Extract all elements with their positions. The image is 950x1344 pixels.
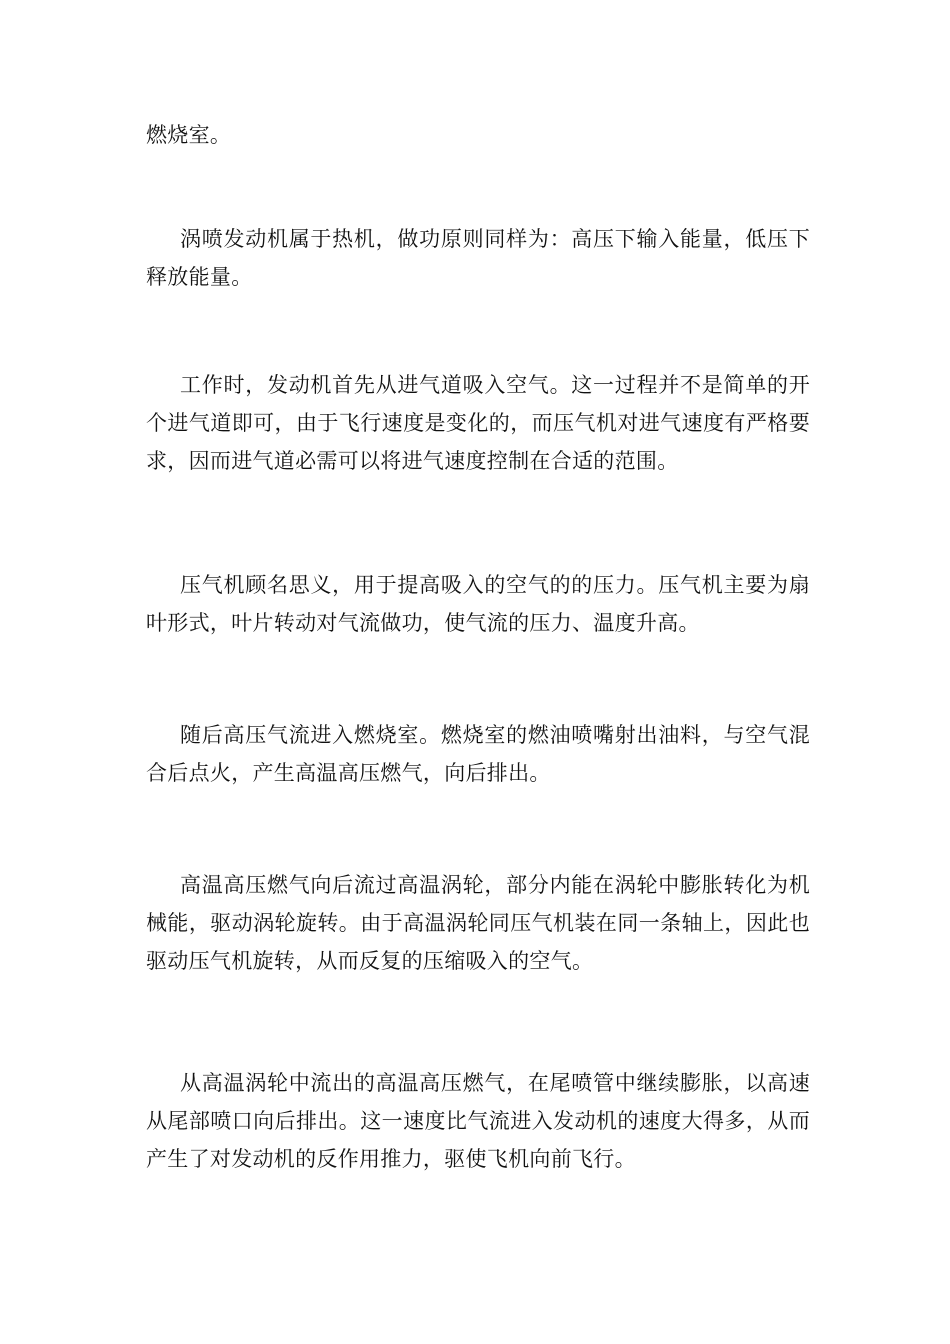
- paragraph-continuation: 燃烧室。: [146, 123, 232, 147]
- paragraph-compressor: 压气机顾名思义，用于提高吸入的空气的的压力。压气机主要为扇叶形式，叶片转动对气流做功，使气流的压力、温度升高。: [146, 573, 810, 635]
- paragraph-air-intake: 工作时，发动机首先从进气道吸入空气。这一过程并不是简单的开个进气道即可，由于飞行速度是变化的，而压气机对进气速度有严格要求，因而进气道必需可以将进气速度控制在合适的范围。: [146, 373, 810, 473]
- paragraph-combustion-chamber: 随后高压气流进入燃烧室。燃烧室的燃油喷嘴射出油料，与空气混合后点火，产生高温高压燃气，向后排出。: [146, 723, 810, 785]
- paragraph-thermal-principle: 涡喷发动机属于热机，做功原则同样为：高压下输入能量，低压下释放能量。: [146, 227, 810, 289]
- paragraph-nozzle-thrust: 从高温涡轮中流出的高温高压燃气，在尾喷管中继续膨胀，以高速从尾部喷口向后排出。这一速度比气流进入发动机的速度大得多，从而产生了对发动机的反作用推力，驱使飞机向前飞行。: [146, 1071, 810, 1171]
- paragraph-turbine: 高温高压燃气向后流过高温涡轮，部分内能在涡轮中膨胀转化为机械能，驱动涡轮旋转。由于高温涡轮同压气机装在同一条轴上，因此也驱动压气机旋转，从而反复的压缩吸入的空气。: [146, 873, 810, 973]
